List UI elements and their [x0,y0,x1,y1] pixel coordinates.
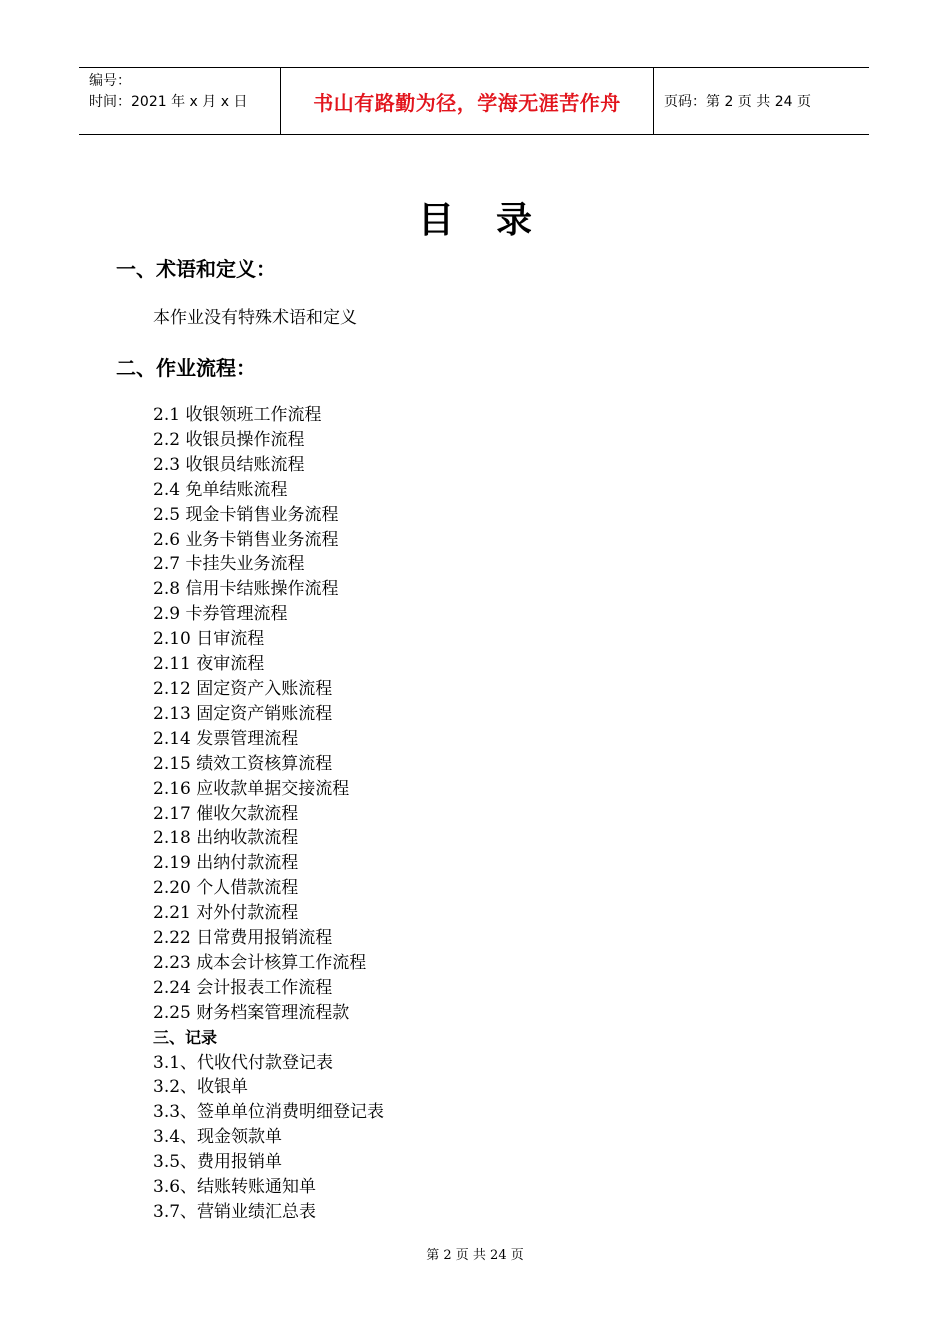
toc-item[interactable]: 2.17 催收欠款流程 [153,803,299,824]
document-header [79,67,869,135]
toc-item[interactable]: 2.22 日常费用报销流程 [153,928,333,949]
section-heading-records: 三、记录 [153,1027,218,1047]
toc-item[interactable]: 2.8 信用卡结账操作流程 [153,579,339,600]
toc-item[interactable]: 3.7、营销业绩汇总表 [153,1202,317,1222]
toc-item[interactable]: 2.1 收银领班工作流程 [153,405,322,425]
toc-item[interactable]: 3.1、代收代付款登记表 [153,1052,334,1073]
section-body-terms: 本作业没有特殊术语和定义 [153,308,357,328]
toc-item[interactable]: 2.20 个人借款流程 [153,878,299,899]
toc-item[interactable]: 2.24 会计报表工作流程 [153,977,333,998]
header-number-label: 编号： [89,73,131,89]
toc-item[interactable]: 2.5 现金卡销售业务流程 [153,504,339,525]
toc-item[interactable]: 2.23 成本会计核算工作流程 [153,952,367,973]
page-footer: 第 2 页 共 24 页 [426,1248,524,1263]
toc-item[interactable]: 3.5、费用报销单 [153,1152,283,1173]
toc-item[interactable]: 2.3 收银员结账流程 [153,454,305,475]
toc-list [153,403,384,1225]
toc-item[interactable]: 2.10 日审流程 [153,629,265,650]
header-time-label: 时间：2021 年 x 月 x 日 [89,94,248,110]
toc-item[interactable]: 2.7 卡挂失业务流程 [153,554,305,575]
toc-item[interactable]: 2.14 发票管理流程 [153,728,299,749]
header-motto: 书山有路勤为径，学海无涯苦作舟 [313,90,621,115]
toc-item[interactable]: 3.2、收银单 [153,1077,249,1098]
header-meta-cell [79,68,281,134]
toc-item[interactable]: 2.4 免单结账流程 [153,479,288,500]
toc-item[interactable]: 3.4、现金领款单 [153,1127,283,1148]
toc-item[interactable]: 2.15 绩效工资核算流程 [153,753,333,774]
toc-item[interactable]: 3.3、签单单位消费明细登记表 [153,1102,385,1123]
toc-item[interactable]: 2.16 应收款单据交接流程 [153,778,350,799]
toc-item[interactable]: 2.12 固定资产入账流程 [153,678,333,699]
section-heading-process: 二、作业流程： [116,356,256,380]
toc-item[interactable]: 2.18 出纳收款流程 [153,828,299,849]
toc-item[interactable]: 2.21 对外付款流程 [153,903,299,924]
toc-item[interactable]: 2.2 收银员操作流程 [153,429,305,450]
toc-item[interactable]: 2.6 业务卡销售业务流程 [153,529,339,550]
toc-item[interactable]: 3.6、结账转账通知单 [153,1177,317,1198]
toc-item[interactable]: 2.13 固定资产销账流程 [153,703,333,724]
toc-item[interactable]: 2.9 卡券管理流程 [153,604,288,625]
header-page-info: 页码：第 2 页 共 24 页 [664,94,811,110]
section-heading-terms: 一、术语和定义： [116,257,276,281]
header-page-cell [654,68,869,134]
toc-item[interactable]: 2.19 出纳付款流程 [153,853,299,874]
page-title: 目录 [417,199,574,241]
header-motto-cell [281,68,654,134]
toc-item[interactable]: 2.25 财务档案管理流程款 [153,1002,350,1023]
toc-item[interactable]: 2.11 夜审流程 [153,654,265,675]
